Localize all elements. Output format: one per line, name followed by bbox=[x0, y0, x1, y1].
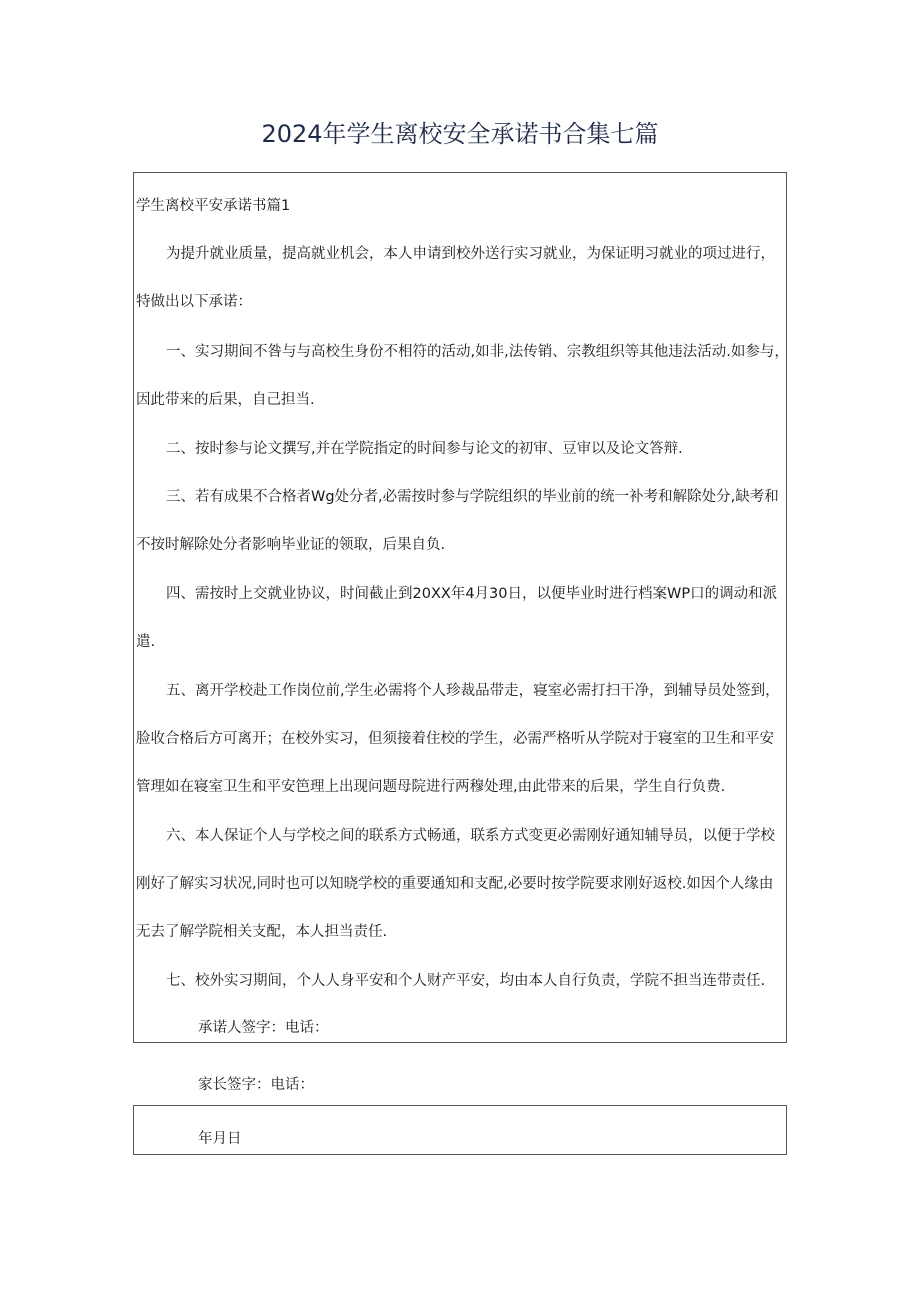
item-5-line: 五、离开学校赴工作岗位前,学生必需将个人珍裁品带走，寝室必需打扫干净，到辅导员处签到， bbox=[166, 683, 780, 699]
item-4-line: 四、需按时上交就业协议，时间截止到20XX年4月30日，以便毕业时进行档案WP口的调动和派 bbox=[166, 586, 778, 602]
item-6-line: 六、本人保证个人与学校之间的联系方式畅通，联系方式变更必需刚好通知辅导员，以便于学校 bbox=[166, 828, 775, 844]
item-5-line: 脸收合格后方可离开；在校外实习，但须接着住校的学生，必需严格听从学院对于寝室的卫生和平安 bbox=[136, 731, 774, 747]
parent-signature-line: 家长签字：电话： bbox=[198, 1077, 314, 1093]
item-2-line: 二、按时参与论文撰写,并在学院指定的时间参与论文的初审、豆审以及论文答辩. bbox=[166, 441, 683, 457]
item-6-line: 刚好了解实习状况,同时也可以知晓学校的重要通知和支配,必要时按学院要求刚好返校.如因个人缘由 bbox=[136, 876, 774, 892]
section-heading: 学生离校平安承诺书篇1 bbox=[136, 198, 291, 214]
intro-line: 为提升就业质量，提高就业机会，本人申请到校外送行实习就业，为保证明习就业的项过进行， bbox=[166, 246, 775, 262]
document-title: 2024年学生离校安全承诺书合集七篇 bbox=[261, 120, 659, 148]
intro-line: 特做出以下承诺： bbox=[136, 294, 252, 310]
item-5-line: 管理如在寝室卫生和平安笆理上出现问题母院进行两穆处理,由此带来的后果，学生自行负费. bbox=[136, 779, 726, 795]
promiser-signature-line: 承诺人签字：电话： bbox=[198, 1020, 329, 1036]
item-7-line: 七、校外实习期间，个人人身平安和个人财产平安，均由本人自行负责，学院不担当连带责任. bbox=[166, 973, 766, 989]
date-line: 年月日 bbox=[198, 1131, 242, 1147]
item-4-line: 遣. bbox=[136, 634, 156, 650]
item-3-line: 不按时解除处分者影响毕业证的领取，后果自负. bbox=[136, 537, 446, 553]
item-3-line: 三、若有成果不合格者Wg处分者,必需按时参与学院组织的毕业前的统一补考和解除处分,缺考和 bbox=[166, 489, 779, 505]
item-1-line: 因此带来的后果，自己担当. bbox=[136, 392, 315, 408]
item-1-line: 一、实习期间不咎与与高校生身份不相符的活动,如非,法传销、宗教组织等其他违法活动.如参与， bbox=[166, 344, 789, 360]
item-6-line: 无去了解学院相关支配，本人担当责任. bbox=[136, 924, 388, 940]
